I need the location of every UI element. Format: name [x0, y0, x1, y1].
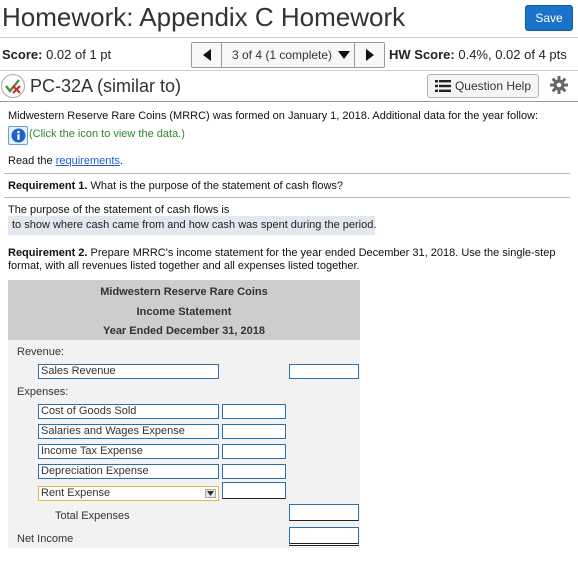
revenue-account-field[interactable]: Sales Revenue	[38, 364, 219, 379]
read-suffix: .	[119, 155, 123, 167]
settings-gear-button[interactable]	[550, 76, 568, 94]
requirement-1-answer[interactable]: to show where cash came from and how cash was spent during the period.	[8, 216, 375, 235]
hw-score-display	[389, 47, 567, 62]
requirement-1	[8, 180, 343, 192]
triangle-left-icon	[202, 49, 212, 61]
previous-question-button[interactable]	[192, 43, 221, 67]
statement-name: Income Statement	[136, 306, 232, 318]
expense-account-field[interactable]: Salaries and Wages Expense	[38, 424, 219, 439]
requirement-2	[8, 247, 555, 259]
list-icon	[435, 80, 451, 92]
statement-period: Year Ended December 31, 2018	[102, 325, 266, 337]
score-label: Score:	[2, 47, 43, 62]
question-help-label: Question Help	[454, 79, 532, 93]
hw-score-value: 0.4%, 0.02 of 4 pts	[458, 47, 567, 62]
view-data-hint: (Click the icon to view the data.)	[29, 128, 185, 140]
net-income-field[interactable]	[289, 527, 359, 546]
problem-title: PC-32A (similar to)	[30, 76, 182, 96]
question-help-button[interactable]	[427, 74, 539, 98]
score-value: 0.02 of 1 pt	[46, 47, 112, 62]
requirements-divider	[4, 173, 570, 174]
header-divider	[0, 37, 578, 38]
question-pager	[191, 42, 385, 68]
expense-account-field[interactable]: Cost of Goods Sold	[38, 404, 219, 419]
requirement-1-text: What is the purpose of the statement of cash flows?	[90, 180, 344, 192]
partial-credit-icon	[1, 74, 25, 98]
hw-score-label: HW Score:	[389, 47, 455, 62]
total-expenses-label: Total Expenses	[55, 510, 130, 522]
read-requirements-text	[8, 155, 123, 167]
requirement-1-lead: The purpose of the statement of cash flows is	[8, 204, 230, 216]
requirement-1-label: Requirement 1.	[8, 180, 88, 192]
page-title: Homework: Appendix C Homework	[2, 2, 406, 32]
problem-divider	[0, 101, 578, 102]
expense-account-select[interactable]	[38, 486, 219, 501]
check-x-icon	[2, 75, 24, 97]
statement-header	[8, 280, 360, 340]
gear-icon	[550, 76, 568, 94]
revenue-label: Revenue:	[17, 346, 65, 358]
question-select-value: 3 of 4 (1 complete)	[232, 48, 333, 62]
expense-account-select-value: Rent Expense	[41, 487, 111, 499]
problem-intro: Midwestern Reserve Rare Coins (MRRC) was formed on January 1, 2018. Additional data for the year follow:	[8, 110, 539, 122]
score-divider	[0, 70, 578, 71]
expense-account-field[interactable]: Depreciation Expense	[38, 464, 219, 479]
requirement-2-text: Prepare MRRC's income statement for the year ended December 31, 2018. Use the single-step	[90, 247, 556, 259]
read-prefix: Read the	[8, 155, 56, 167]
triangle-down-icon	[338, 50, 350, 60]
expense-account-field[interactable]: Income Tax Expense	[38, 444, 219, 459]
next-question-button[interactable]	[355, 43, 384, 67]
save-button[interactable]: Save	[525, 5, 573, 31]
expense-amount-field[interactable]	[222, 404, 286, 419]
question-select[interactable]	[221, 43, 355, 67]
requirement-2-label: Requirement 2.	[8, 247, 88, 259]
score-display	[2, 47, 111, 62]
info-icon	[11, 128, 26, 143]
expense-amount-field[interactable]	[222, 444, 286, 459]
revenue-total-field[interactable]	[289, 364, 359, 379]
expense-amount-field[interactable]	[222, 464, 286, 479]
expense-amount-field[interactable]	[222, 424, 286, 439]
statement-company: Midwestern Reserve Rare Coins	[100, 286, 268, 298]
total-expenses-field[interactable]	[289, 504, 359, 521]
dropdown-arrow-icon	[205, 489, 216, 498]
requirements-link[interactable]: requirements	[55, 155, 120, 167]
requirement-1-divider	[4, 197, 570, 198]
net-income-label: Net Income	[17, 533, 74, 545]
triangle-right-icon	[365, 49, 375, 61]
view-data-button[interactable]	[8, 126, 28, 145]
requirement-2-text-cont: format, with all revenues listed together and all expenses listed together.	[8, 260, 360, 272]
last-expense-amount-field[interactable]	[222, 482, 286, 499]
expenses-label: Expenses:	[17, 386, 69, 398]
